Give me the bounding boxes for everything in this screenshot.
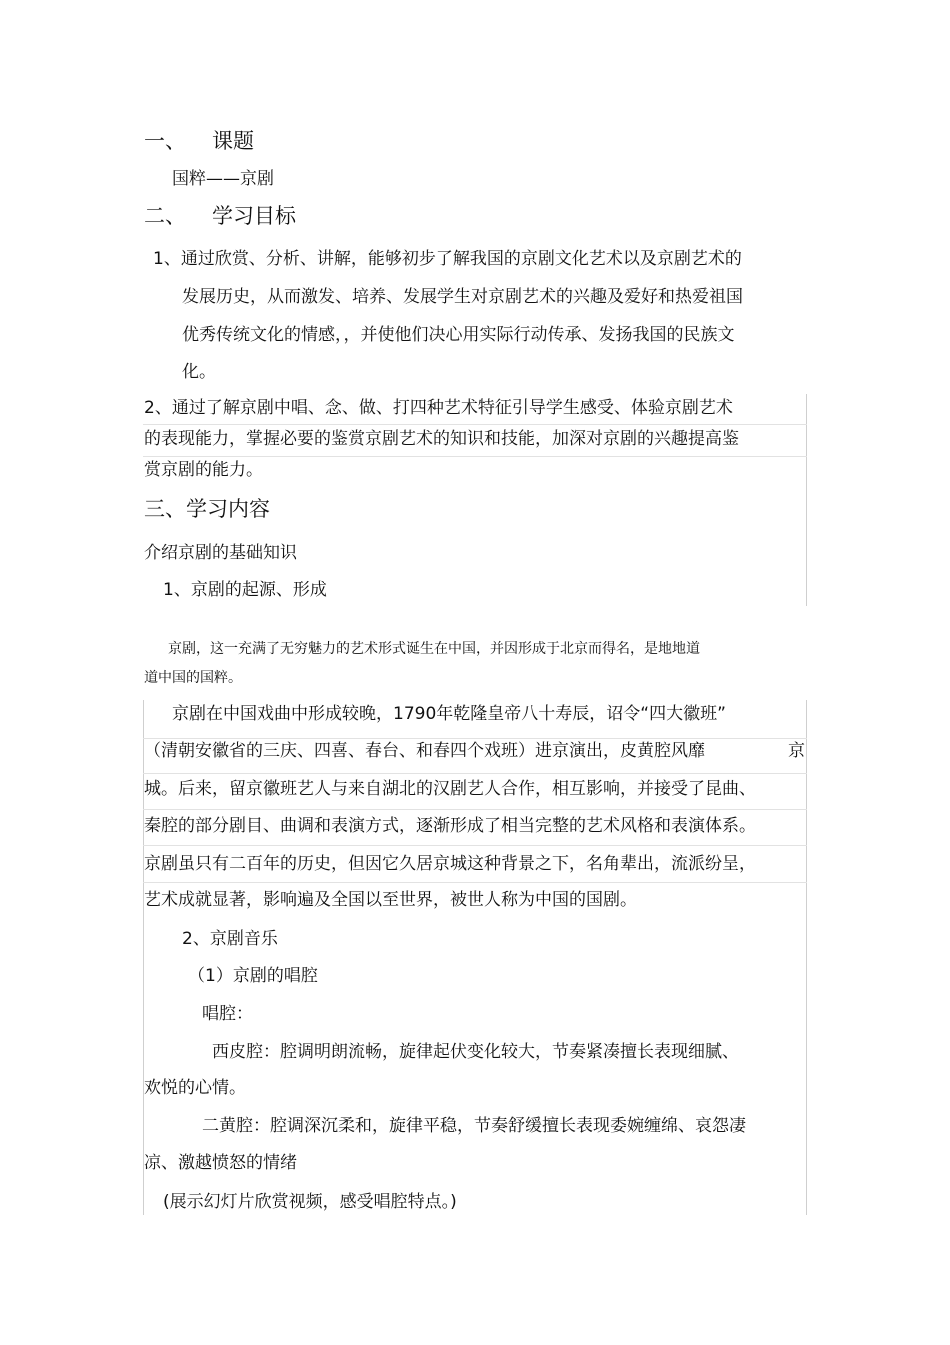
origin-para-2-line-1: 京剧在中国戏曲中形成较晚，1790年乾隆皇帝八十寿辰，诏令“四大徽班” bbox=[172, 704, 726, 724]
music-vocal-heading: （1）京剧的唱腔 bbox=[188, 966, 318, 986]
frame-line-right-2 bbox=[806, 700, 807, 1215]
section-3-intro: 介绍京剧的基础知识 bbox=[144, 543, 297, 563]
goal-1-line-2: 发展历史，从而激发、培养、发展学生对京剧艺术的兴趣及爱好和热爱祖国 bbox=[182, 287, 743, 307]
frame-line-h1 bbox=[143, 424, 807, 425]
erhuang-line-2: 凉、激越愤怒的情绪 bbox=[144, 1153, 297, 1173]
origin-para-2-line-2: （清朝安徽省的三庆、四喜、春台、和春四个戏班）进京演出，皮黄腔风靡 bbox=[144, 741, 705, 761]
goal-1-line-4: 化。 bbox=[182, 362, 216, 382]
section-2-title: 学习目标 bbox=[212, 204, 296, 228]
section-2-number: 二、 bbox=[144, 204, 186, 228]
origin-para-2-line-6: 艺术成就显著，影响遍及全国以至世界，被世人称为中国的国剧。 bbox=[144, 890, 637, 910]
frame-line-left bbox=[143, 700, 144, 1215]
goal-1-line-3: 优秀传统文化的情感，，并使他们决心用实际行动传承、发扬我国的民族文 bbox=[182, 325, 735, 345]
frame-line-h4 bbox=[143, 773, 807, 774]
origin-para-2-line-4: 秦腔的部分剧目、曲调和表演方式，逐渐形成了相当完整的艺术风格和表演体系。 bbox=[144, 816, 756, 836]
goal-2-line-2: 的表现能力，掌握必要的鉴赏京剧艺术的知识和技能，加深对京剧的兴趣提高鉴 bbox=[144, 429, 739, 449]
lesson-topic: 国粹——京剧 bbox=[172, 169, 274, 189]
goal-1-line-1: 1、通过欣赏、分析、讲解，能够初步了解我国的京剧文化艺术以及京剧艺术的 bbox=[153, 249, 742, 269]
origin-para-1-line-2: 道中国的国粹。 bbox=[144, 670, 242, 686]
frame-line-h3 bbox=[143, 738, 807, 739]
section-3-title: 三、学习内容 bbox=[144, 497, 270, 521]
goal-2-line-1: 2、通过了解京剧中唱、念、做、打四种艺术特征引导学生感受、体验京剧艺术 bbox=[144, 398, 733, 418]
origin-para-2-line-2-end: 京 bbox=[788, 741, 805, 761]
section-1-number: 一、 bbox=[144, 129, 186, 153]
origin-para-2-line-3: 城。后来，留京徽班艺人与来自湖北的汉剧艺人合作，相互影响，并接受了昆曲、 bbox=[144, 779, 756, 799]
xipi-line-2: 欢悦的心情。 bbox=[144, 1078, 246, 1098]
xipi-line-1: 西皮腔：腔调明朗流畅，旋律起伏变化较大，节奏紧凑擅长表现细腻、 bbox=[212, 1042, 739, 1062]
frame-line-h6 bbox=[143, 845, 807, 846]
subsection-origin: 1、京剧的起源、形成 bbox=[163, 580, 327, 600]
vocal-label: 唱腔： bbox=[202, 1004, 253, 1024]
origin-para-1-line-1: 京剧，这一充满了无穷魅力的艺术形式诞生在中国，并因形成于北京而得名，是地地道 bbox=[168, 641, 700, 657]
slideshow-note: (展示幻灯片欣赏视频，感受唱腔特点。) bbox=[163, 1192, 457, 1212]
frame-line-h7 bbox=[143, 882, 807, 883]
goal-2-line-3: 赏京剧的能力。 bbox=[144, 460, 263, 480]
subsection-music: 2、京剧音乐 bbox=[182, 929, 278, 949]
frame-line-right-1 bbox=[806, 394, 807, 606]
frame-line-h2 bbox=[143, 456, 807, 457]
origin-para-2-line-5: 京剧虽只有二百年的历史，但因它久居京城这种背景之下，名角辈出，流派纷呈， bbox=[144, 854, 756, 874]
erhuang-line-1: 二黄腔：腔调深沉柔和，旋律平稳，节奏舒缓擅长表现委婉缠绵、哀怨凄 bbox=[202, 1116, 746, 1136]
frame-line-h5 bbox=[143, 809, 807, 810]
section-1-title: 课题 bbox=[212, 129, 254, 153]
